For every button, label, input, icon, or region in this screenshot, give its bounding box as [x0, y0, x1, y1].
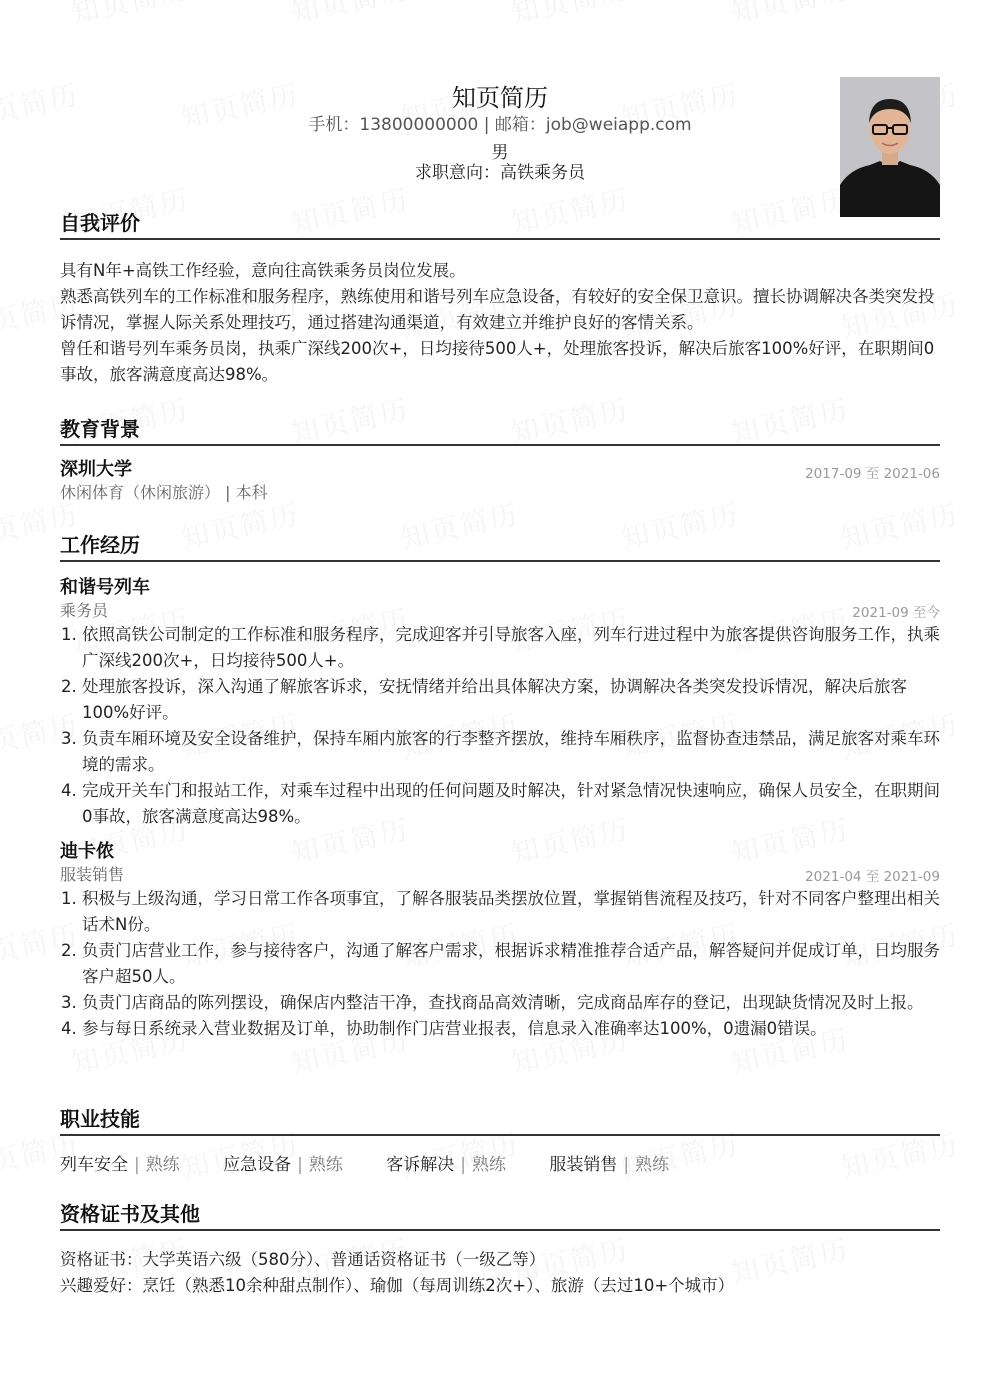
- gender: 男: [491, 143, 509, 163]
- job-duty: 4. 完成开关车门和报站工作，对乘车过程中出现的任何问题及时解决，针对紧急情况快速响应，确保人员安全，在职期间0事故，旅客满意度高达98%。: [82, 778, 940, 830]
- skill-item: 服装销售 | 熟练: [549, 1155, 670, 1175]
- job-duty: 3. 负责车厢环境及安全设备维护，保持车厢内旅客的行李整齐摆放，维持车厢秩序，监督协查违禁品，满足旅客对乘车环境的需求。: [82, 726, 940, 778]
- job-duty: 3. 负责门店商品的陈列摆设，确保店内整洁干净，查找商品高效清晰，完成商品库存的登记，出现缺货情况及时上报。: [82, 990, 940, 1016]
- job-intent: 求职意向：高铁乘务员: [415, 163, 585, 183]
- company-name: 迪卡侬: [60, 841, 114, 862]
- school-name: 深圳大学: [60, 459, 132, 480]
- skill-item: 应急设备 | 熟练: [223, 1155, 343, 1175]
- resume-page: [60, 0, 940, 1295]
- certificates-section: [60, 1201, 940, 1299]
- skill-level: 熟练: [635, 1155, 670, 1175]
- contact-info: 手机：13800000000 | 邮箱：job@weiapp.com: [308, 115, 692, 135]
- job-duty: 2. 处理旅客投诉，深入沟通了解旅客诉求，安抚情绪并给出具体解决方案，协调解决各类突发投诉情况，解决后旅客100%好评。: [82, 674, 940, 726]
- self-eval-line: 具有N年+高铁工作经验，意向往高铁乘务员岗位发展。: [60, 261, 466, 280]
- work-section: [60, 532, 940, 1042]
- section-title: 工作经历: [60, 532, 940, 562]
- job-duty: 4. 参与每日系统录入营业数据及订单，协助制作门店营业报表，信息录入准确率达100%，0遗漏0错误。: [82, 1016, 940, 1042]
- job-date: 2021-09 至今: [852, 605, 940, 621]
- skills-section: [60, 1106, 940, 1178]
- skill-level: 熟练: [472, 1155, 507, 1175]
- job-entry: [60, 840, 940, 1042]
- job-duty: 1. 依照高铁公司制定的工作标准和服务程序，完成迎客并引导旅客入座，列车行进过程中为旅客提供咨询服务工作，执乘广深线200次+，日均接待500人+。: [82, 622, 940, 674]
- skill-item: 列车安全 | 熟练: [60, 1155, 180, 1175]
- job-entry: [60, 576, 940, 830]
- job-role: 乘务员: [60, 601, 109, 620]
- job-duty: 2. 负责门店营业工作，参与接待客户，沟通了解客户需求，根据诉求精准推荐合适产品，解答疑问并促成订单，日均服务客户超50人。: [82, 938, 940, 990]
- skill-name: 应急设备: [223, 1155, 292, 1175]
- profile-photo: [840, 77, 940, 217]
- job-date: 2021-04 至 2021-09: [805, 869, 940, 885]
- skill-level: 熟练: [145, 1155, 180, 1175]
- skill-name: 客诉解决: [386, 1155, 455, 1175]
- skill-item: 客诉解决 | 熟练: [386, 1155, 507, 1175]
- self-eval-line: 曾任和谐号列车乘务员岗，执乘广深线200次+，日均接待500人+，处理旅客投诉，解决后旅客100%好评，在职期间0事故，旅客满意度高达98%。: [60, 339, 935, 384]
- hobby-line: 兴趣爱好：烹饪（熟悉10余种甜点制作）、瑜伽（每周训练2次+）、旅游（去过10+个城市）: [60, 1276, 735, 1295]
- section-title: 资格证书及其他: [60, 1201, 940, 1231]
- education-date: 2017-09 至 2021-06: [805, 466, 940, 482]
- cert-line: 资格证书：大学英语六级（580分）、普通话资格证书（一级乙等）: [60, 1250, 546, 1269]
- section-title: 教育背景: [60, 416, 940, 446]
- education-section: [60, 416, 940, 504]
- candidate-name: 知页简历: [452, 84, 548, 112]
- section-title: 职业技能: [60, 1106, 940, 1136]
- resume-header: [60, 0, 940, 215]
- person-photo-icon: [840, 77, 940, 217]
- section-title: 自我评价: [60, 210, 940, 240]
- self-eval-line: 熟悉高铁列车的工作标准和服务程序，熟练使用和谐号列车应急设备，有较好的安全保卫意识。擅长协调解决各类突发投诉情况，掌握人际关系处理技巧，通过搭建沟通渠道，有效建立并维护良好的客情关系。: [60, 287, 935, 332]
- skill-level: 熟练: [308, 1155, 343, 1175]
- company-name: 和谐号列车: [60, 577, 150, 598]
- job-role: 服装销售: [60, 865, 125, 884]
- skill-name: 列车安全: [60, 1155, 128, 1175]
- major-degree: 休闲体育（休闲旅游） | 本科: [60, 483, 268, 502]
- job-duty: 1. 积极与上级沟通，学习日常工作各项事宜，了解各服装品类摆放位置，掌握销售流程及技巧，针对不同客户整理出相关话术N份。: [82, 886, 940, 938]
- self-evaluation-section: [60, 210, 940, 388]
- skill-name: 服装销售: [549, 1155, 618, 1175]
